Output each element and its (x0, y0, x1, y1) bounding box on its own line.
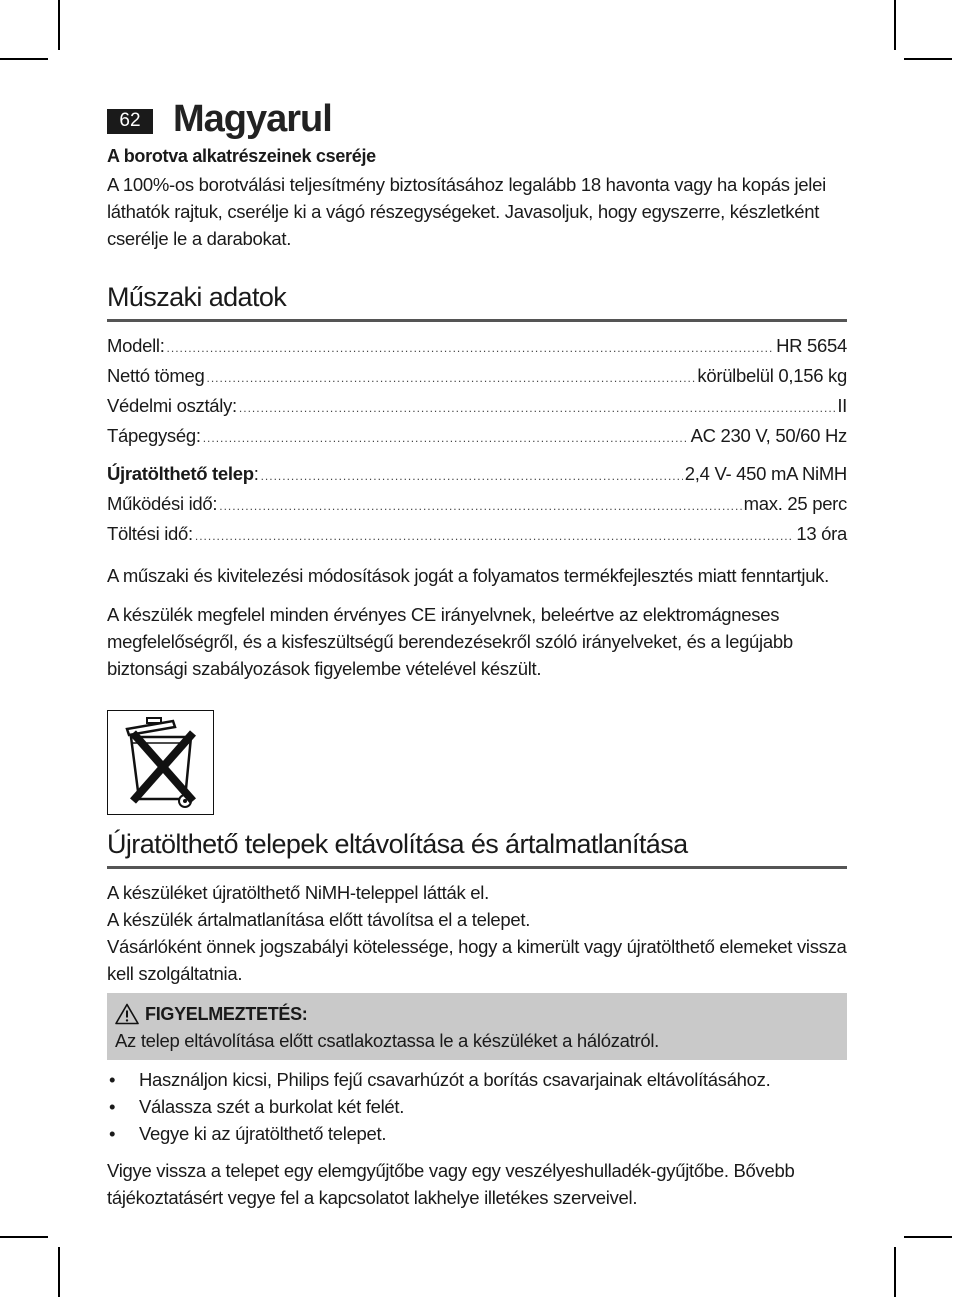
crop-mark (894, 0, 896, 50)
spec-row-power-supply (107, 422, 847, 452)
spec-label: Tápegység: (107, 425, 201, 446)
spec-value: max. 25 perc (743, 493, 847, 514)
spec-label: Töltési idő: (107, 523, 193, 544)
replacement-heading: A borotva alkatrészeinek cseréje (107, 146, 376, 166)
disposal-line: A készülék ártalmatlanítása előtt távolítsa el a telepet. (107, 909, 531, 930)
spec-value: 2,4 V- 450 mA NiMH (684, 463, 847, 484)
disposal-line: Vásárlóként önnek jogszabályi kötelessége, hogy a kimerült vagy újratölthető elemeket vissza kell szolgáltatnia. (107, 936, 847, 984)
crop-mark (904, 1236, 952, 1238)
specs-note-ce: A készülék megfelel minden érvényes CE irányelvnek, beleértve az elektromágneses megfelelőségről, és a kisfeszültségű berendezésekről szóló irányelveket, és a legújabb biztonsági szabályozások figyelembe vételével készült. (107, 604, 793, 679)
spec-label: Modell: (107, 335, 165, 356)
warning-text: Az telep eltávolítása előtt csatlakoztassa le a készüléket a hálózatról. (115, 1030, 659, 1051)
spec-row-charging-time (107, 520, 847, 550)
specs-group-1 (107, 332, 847, 452)
spec-value: II (837, 395, 847, 416)
crop-mark (894, 1247, 896, 1297)
specs-heading: Műszaki adatok (107, 282, 847, 322)
disposal-line: A készüléket újratölthető NiMH-teleppel látták el. (107, 882, 489, 903)
spec-row-operating-time (107, 490, 847, 520)
replacement-text: A 100%-os borotválási teljesítmény biztosításához legalább 18 havonta vagy ha kopás jelei láthatók rajtuk, cserélje ki a vágó részegységeket. Javasoljuk, hogy egyszerre, készletként cserélje le a darabokat. (107, 174, 826, 249)
page-number: 62 (107, 109, 153, 134)
spec-value: körülbelül 0,156 kg (697, 365, 847, 386)
specs-note-modifications: A műszaki és kivitelezési módosítások jogát a folyamatos termékfejlesztés miatt fenntartjuk. (107, 565, 829, 586)
warning-box (107, 993, 847, 1060)
spec-value: AC 230 V, 50/60 Hz (690, 425, 847, 446)
disposal-heading: Újratölthető telepek eltávolítása és ártalmatlanítása (107, 829, 847, 869)
disposal-lines (107, 879, 847, 987)
crop-mark (0, 1236, 48, 1238)
crossed-out-wheelie-bin-icon (113, 715, 209, 811)
spec-value: HR 5654 (776, 335, 847, 356)
page-title: Magyarul (173, 97, 332, 140)
list-item: • Vegye ki az újratölthető telepet. (107, 1120, 847, 1147)
specs-group-2 (107, 460, 847, 550)
spec-label: Működési idő: (107, 493, 218, 514)
spec-label: Védelmi osztály: (107, 395, 237, 416)
spec-label: Nettó tömeg (107, 365, 205, 386)
list-item: • Használjon kicsi, Philips fejű csavarhúzót a borítás csavarjainak eltávolításához. (107, 1066, 847, 1093)
spec-row-weight (107, 362, 847, 392)
warning-title: FIGYELMEZTETÉS: (145, 1004, 308, 1024)
list-item: • Válassza szét a burkolat két felét. (107, 1093, 847, 1120)
warning-title-row (115, 1001, 839, 1027)
warning-triangle-icon (115, 1003, 139, 1025)
spec-label: Újratölthető telep (107, 463, 254, 484)
disposal-steps (107, 1066, 847, 1147)
spec-value: 13 óra (796, 523, 847, 544)
disposal-closing: Vigye vissza a telepet egy elemgyűjtőbe vagy egy veszélyeshulladék-gyűjtőbe. Bővebb tájékoztatásért vegye fel a kapcsolatot lakhelye illetékes szerveivel. (107, 1160, 795, 1208)
spec-label-suffix: : (253, 463, 259, 484)
page-content (107, 98, 847, 1211)
crop-mark (58, 0, 60, 50)
spec-row-model (107, 332, 847, 362)
crop-mark (58, 1247, 60, 1297)
spec-row-protection-class (107, 392, 847, 422)
crop-mark (904, 58, 952, 60)
weee-symbol (107, 710, 214, 815)
page-header (107, 98, 847, 140)
spec-row-battery (107, 460, 847, 490)
crop-mark (0, 58, 48, 60)
